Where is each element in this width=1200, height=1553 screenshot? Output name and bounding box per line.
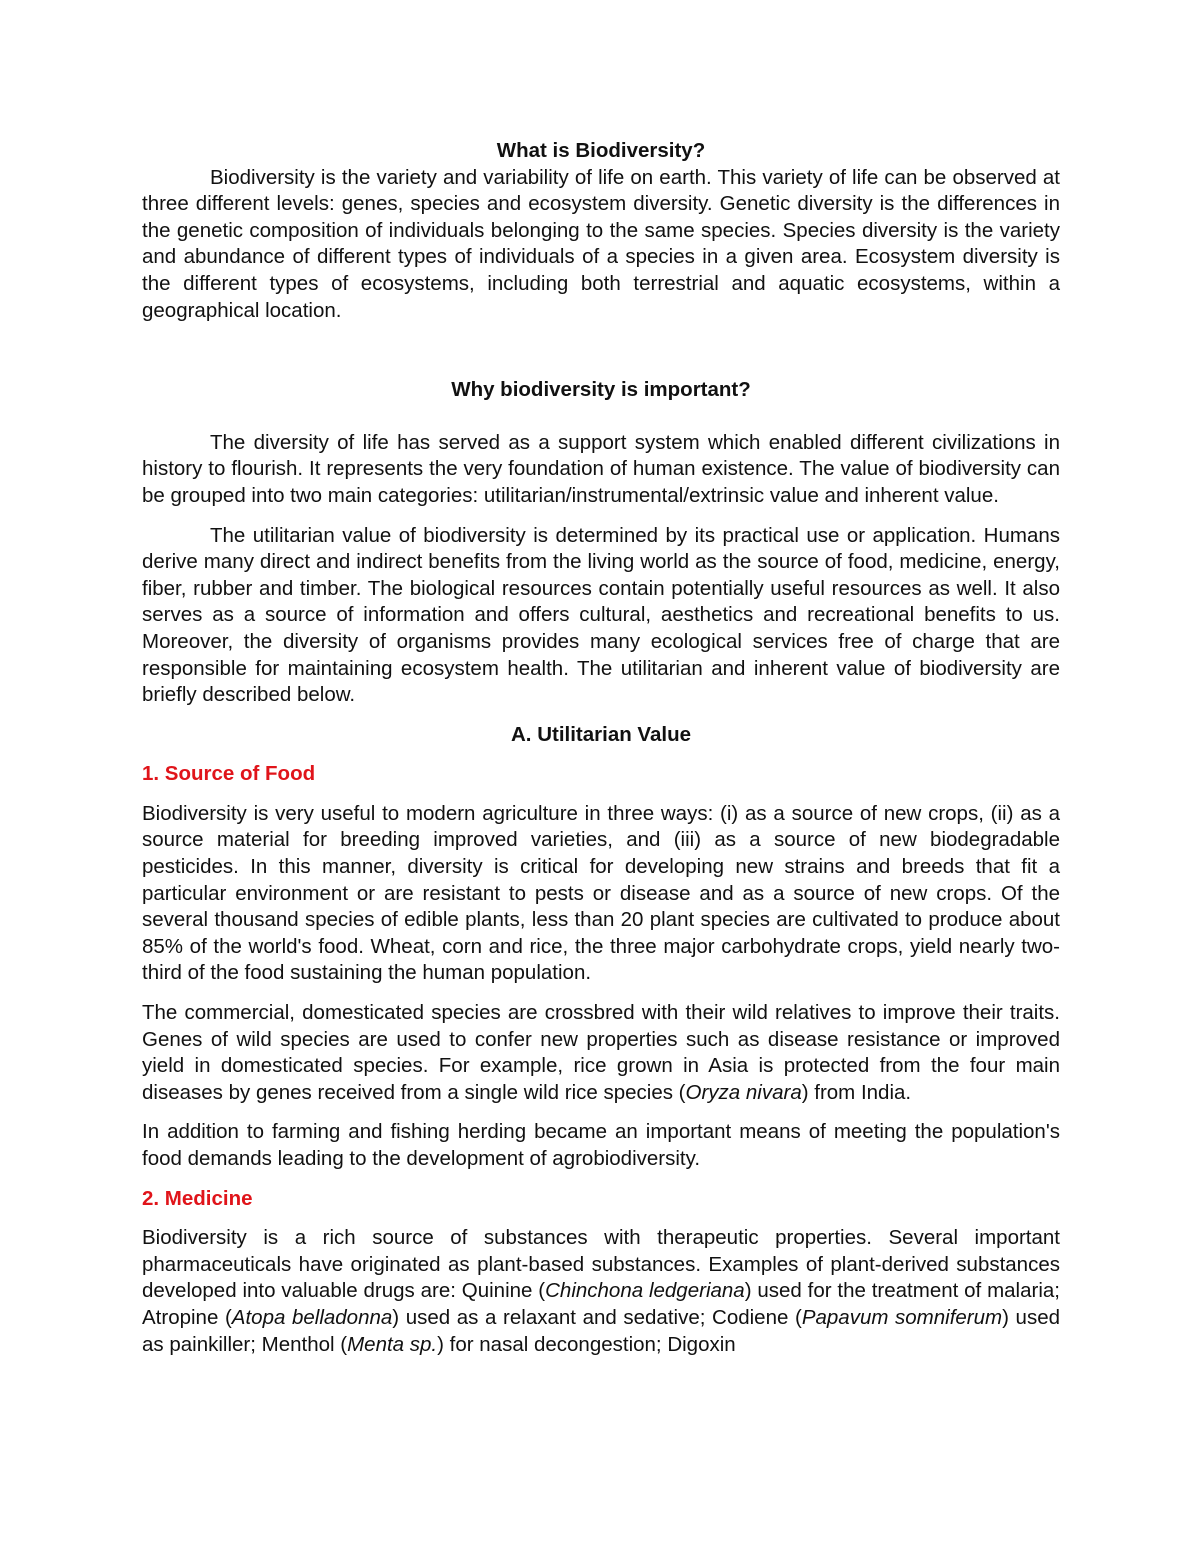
species-name: Chinchona ledgeriana bbox=[545, 1279, 745, 1303]
paragraph-definition: Biodiversity is the variety and variability of life on earth. This variety of life can be observed at three different levels: genes, species and ecosystem diversity. Genetic diversity is the differences in the genetic composition of individuals belonging to the same species. Species diversity is the variety and abundance of different types of individuals of a species in a given area. Ecosystem diversity is the different types of ecosystems, including both terrestrial and aquatic ecosystems, within a geographical location. bbox=[142, 165, 1060, 322]
text-run: ) used as painkiller; Menthol ( bbox=[142, 1305, 1060, 1356]
text-run: ) used as a relaxant and sedative; Codiene ( bbox=[392, 1305, 802, 1329]
section-title-source-of-food: 1. Source of Food bbox=[142, 762, 316, 786]
text-run: Biodiversity is a rich source of substances with therapeutic properties. Several important pharmaceuticals have originated as plant-based substances. Examples of plant-derived substances developed into valuable drugs are: Quinine ( bbox=[142, 1226, 1060, 1303]
document-page bbox=[142, 138, 1060, 1358]
paragraph-food-1: Biodiversity is very useful to modern agriculture in three ways: (i) as a source of new crops, (ii) as a source material for breeding improved varieties, and (iii) as a source of new biodegradable pesticides. In this manner, diversity is critical for developing new strains and breeds that fit a particular environment or are resistant to pests or disease and as a source of new crops. Of the several thousand species of edible plants, less than 20 plant species are cultivated to produce about 85% of the world's food. Wheat, corn and rice, the three major carbohydrate crops, yield nearly two-third of the food sustaining the human population. bbox=[142, 801, 1060, 985]
heading-what-is-biodiversity: What is Biodiversity? bbox=[496, 139, 706, 162]
text-run: The commercial, domesticated species are crossbred with their wild relatives to improve their traits. Genes of wild species are used to confer new properties such as disease resistance or improved yield in domesticated species. For example, rice grown in Asia is protected from the four main diseases by genes received from a single wild rice species ( bbox=[142, 1001, 1060, 1104]
text-run: ) for nasal decongestion; Digoxin bbox=[437, 1332, 736, 1356]
paragraph-food-2 bbox=[142, 1000, 1060, 1106]
text-run: ) from India. bbox=[801, 1080, 912, 1104]
heading-utilitarian-value: A. Utilitarian Value bbox=[511, 722, 691, 746]
species-name: Oryza nivara bbox=[685, 1080, 802, 1104]
species-name: Atopa belladonna bbox=[231, 1305, 393, 1329]
paragraph-food-3: In addition to farming and fishing herding became an important means of meeting the population's food demands leading to the development of agrobiodiversity. bbox=[142, 1120, 1060, 1170]
species-name: Menta sp. bbox=[347, 1332, 438, 1356]
section-title-medicine: 2. Medicine bbox=[142, 1186, 253, 1210]
text-run: ) used for the treatment of malaria; Atropine ( bbox=[142, 1279, 1060, 1329]
heading-why-important: Why biodiversity is important? bbox=[451, 378, 751, 402]
paragraph-importance: The diversity of life has served as a support system which enabled different civilizations in history to flourish. It represents the very foundation of human existence. The value of biodiversity can be grouped into two main categories: utilitarian/instrumental/extrinsic value and inherent value. bbox=[142, 430, 1060, 507]
paragraph-medicine bbox=[142, 1225, 1060, 1358]
species-name: Papavum somniferum bbox=[801, 1305, 1003, 1329]
paragraph-utilitarian-intro: The utilitarian value of biodiversity is determined by its practical use or application. Humans derive many direct and indirect benefits from the living world as the source of food, medicine, energy, fiber, rubber and timber. The biological resources contain potentially useful resources as well. It also serves as a source of information and offers cultural, aesthetics and recreational benefits to us. Moreover, the diversity of organisms provides many ecological services free of charge that are responsible for maintaining ecosystem health. The utilitarian and inherent value of biodiversity are briefly described below. bbox=[142, 523, 1060, 707]
